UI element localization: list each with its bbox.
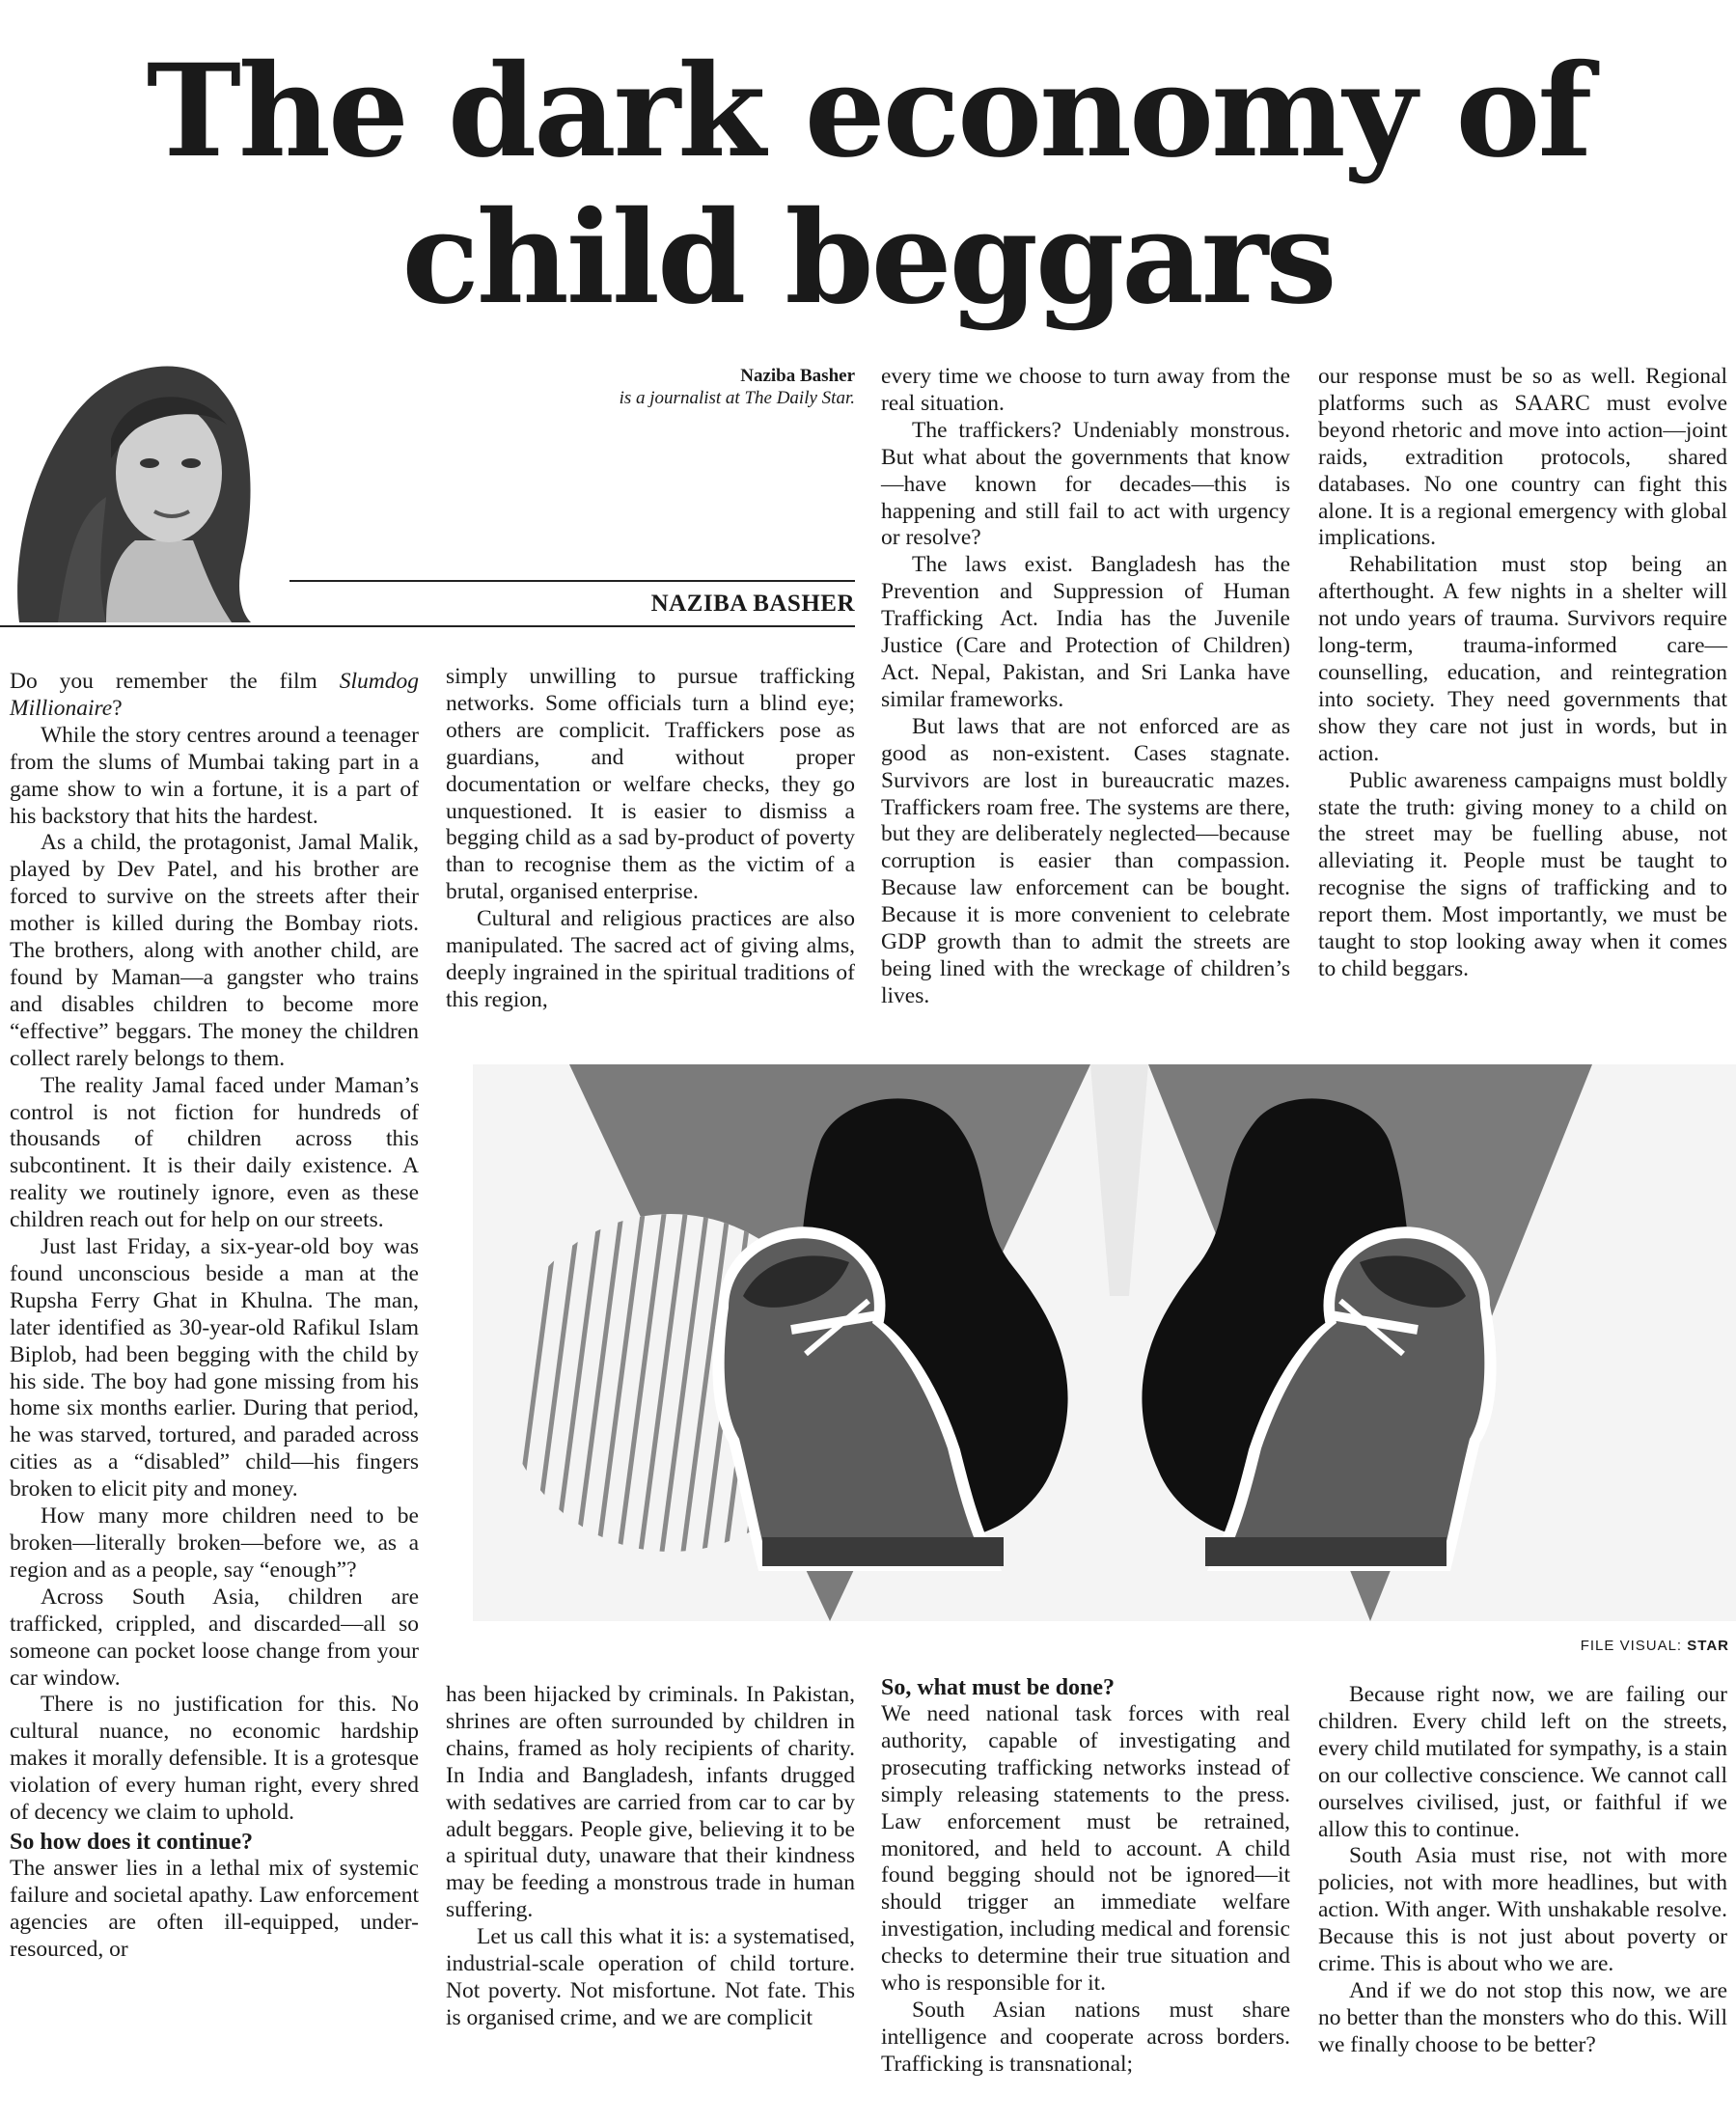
subheading: So, what must be done? bbox=[881, 1675, 1116, 1700]
column-4-top bbox=[1318, 364, 1727, 983]
paragraph: South Asia must rise, not with more policies, not with more headlines, but with action. With anger. With unshakable resolve. Because this is not just about poverty or crime. This is about who we are. bbox=[1318, 1843, 1727, 1977]
subheading: So how does it continue? bbox=[10, 1829, 254, 1855]
paragraph: And if we do not stop this now, we are no better than the monsters who do this. Will we finally choose to be better? bbox=[1318, 1977, 1727, 2057]
paragraph: simply unwilling to pursue trafficking networks. Some officials turn a blind eye; others are complicit. Traffickers pose as guardians, and without proper documentation or welfare checks, they go unquestioned. It is easier to dismiss a begging child as a sad by-product of poverty than to recognise them as the victim of a brutal, organised enterprise. bbox=[446, 664, 855, 905]
column-3-top bbox=[881, 364, 1290, 1010]
paragraph: We need national task forces with real authority, capable of investigating and prosecuting trafficking networks instead of simply releasing statements to the press. Law enforcement must be retrained, monitored, and held to account. A child found begging should not be ignored—it should trigger an immediate welfare investigation, including medical and forensic checks to determine their true situation and who is responsible for it. bbox=[881, 1701, 1290, 1997]
column-1 bbox=[10, 669, 419, 1964]
paragraph: Just last Friday, a six-year-old boy was found unconscious beside a man at the Rupsha Ferry Ghat in Khulna. The man, later identified as 30-year-old Rafikul Islam Biplob, had been begging with the child by his side. The boy had gone missing from his home six months earlier. During that period, he was starved, tortured, and paraded across cities as a “disabled” child—his fingers broken to elicit pity and money. bbox=[10, 1234, 419, 1502]
paragraph: Because right now, we are failing our children. Every child left on the streets, every child mutilated for sympathy, is a stain on our collective conscience. We cannot call ourselves civilised, just, or faithful if we allow this to continue. bbox=[1318, 1682, 1727, 1842]
paragraph: How many more children need to be broken—literally broken—before we, as a region and as a people, say “enough”? bbox=[10, 1503, 419, 1583]
paragraph: The traffickers? Undeniably monstrous. But what about the governments that know—have known for decades—this is happening and still fail to act with urgency or resolve? bbox=[881, 417, 1290, 551]
paragraph: Cultural and religious practices are also manipulated. The sacred act of giving alms, deeply ingrained in the spiritual traditions of this region, bbox=[446, 906, 855, 1012]
illustration-image bbox=[473, 1064, 1736, 1621]
credit-label: FILE VISUAL: bbox=[1580, 1638, 1683, 1654]
paragraph: While the story centres around a teenager from the slums of Mumbai taking part in a game show to win a fortune, it is a part of his backstory that hits the hardest. bbox=[10, 722, 419, 829]
article-headline bbox=[0, 39, 1736, 332]
byline-block bbox=[540, 365, 855, 409]
paragraph: Do you remember the film Slumdog Millionaire? bbox=[10, 669, 419, 721]
column-4-bottom bbox=[1318, 1682, 1727, 2059]
author-photo bbox=[0, 333, 289, 622]
paragraph: has been hijacked by criminals. In Pakistan, shrines are often surrounded by children in chains, framed as holy recipients of charity. In India and Bangladesh, infants drugged with sedatives are carried from car to car by adult beggars. People give, believing it to be a spiritual duty, unaware that their kindness may be feeding a monstrous trade in human suffering. bbox=[446, 1682, 855, 1923]
credit-source: STAR bbox=[1687, 1638, 1729, 1654]
paragraph: But laws that are not enforced are as good as non-existent. Cases stagnate. Survivors are lost in bureaucratic mazes. Traffickers roam free. The systems are there, but they are deliberately neglected—because corruption is easier than compassion. Because law enforcement can be bought. Because it is more convenient to celebrate GDP growth than to admit the streets are being lined with the wreckage of children’s lives. bbox=[881, 713, 1290, 1008]
paragraph: The reality Jamal faced under Maman’s control is not fiction for hundreds of thousands of children across this subcontinent. It is their daily existence. A reality we routinely ignore, even as these children reach out for help on our streets. bbox=[10, 1072, 419, 1233]
paragraph: As a child, the protagonist, Jamal Malik, played by Dev Patel, and his brother are forced to survive on the streets after their mother is killed during the Bombay riots. The brothers, along with another child, are found by Maman—a gangster who trains and disables children to become more “effective” beggars. The money the children collect rarely belongs to them. bbox=[10, 830, 419, 1071]
author-portrait-image bbox=[0, 333, 289, 622]
paragraph: The answer lies in a lethal mix of systemic failure and societal apathy. Law enforcement agencies are often ill-equipped, under-resourced, or bbox=[10, 1855, 419, 1962]
visual-credit bbox=[1447, 1638, 1729, 1654]
paragraph: The laws exist. Bangladesh has the Prevention and Suppression of Human Trafficking Act. India has the Juvenile Justice (Care and Protection of Children) Act. Nepal, Pakistan, and Sri Lanka have similar frameworks. bbox=[881, 552, 1290, 712]
paragraph: Public awareness campaigns must boldly state the truth: giving money to a child on the street may be fuelling abuse, not alleviating it. People must be taught to recognise the signs of trafficking and to report them. Most importantly, we must be taught to stop looking away when it comes to child beggars. bbox=[1318, 767, 1727, 981]
headline-line-2: child beggars bbox=[401, 183, 1335, 333]
paragraph: Let us call this what it is: a systematised, industrial-scale operation of child torture. Not poverty. Not misfortune. Not fate. This is organised crime, and we are complicit bbox=[446, 1924, 855, 2030]
author-role: is a journalist at The Daily Star. bbox=[619, 388, 855, 408]
paragraph: Rehabilitation must stop being an afterthought. A few nights in a shelter will not undo years of trauma. Survivors require long-term, trauma-informed care—counselling, education, and reintegration into society. They need governments that show they care not just in words, but in action. bbox=[1318, 552, 1727, 766]
paragraph: South Asian nations must share intelligence and cooperate across borders. Trafficking is transnational; bbox=[881, 1997, 1290, 2077]
column-2-bottom bbox=[446, 1682, 855, 2032]
headline-line-1: The dark economy of bbox=[146, 37, 1590, 186]
author-name: Naziba Basher bbox=[740, 366, 855, 386]
byline-rule-bottom bbox=[0, 625, 855, 627]
paragraph: our response must be so as well. Regional platforms such as SAARC must evolve beyond rhetoric and move into action—joint raids, extradition protocols, shared databases. No one country can fight this alone. It is a regional emergency with global implications. bbox=[1318, 364, 1727, 551]
file-visual-illustration bbox=[473, 1064, 1736, 1621]
column-3-bottom bbox=[881, 1672, 1290, 2079]
paragraph: every time we choose to turn away from the real situation. bbox=[881, 364, 1290, 416]
paragraph: There is no justification for this. No cultural nuance, no economic hardship makes it morally defensible. It is a grotesque violation of every human right, every shred of decency we claim to uphold. bbox=[10, 1692, 419, 1826]
film-title: Slumdog Millionaire bbox=[10, 669, 419, 721]
author-name-caps: NAZIBA BASHER bbox=[650, 591, 855, 617]
column-2-top bbox=[446, 664, 855, 1014]
byline-rule bbox=[289, 580, 855, 582]
paragraph: Across South Asia, children are trafficked, crippled, and discarded—all so someone can pocket loose change from your car window. bbox=[10, 1584, 419, 1691]
